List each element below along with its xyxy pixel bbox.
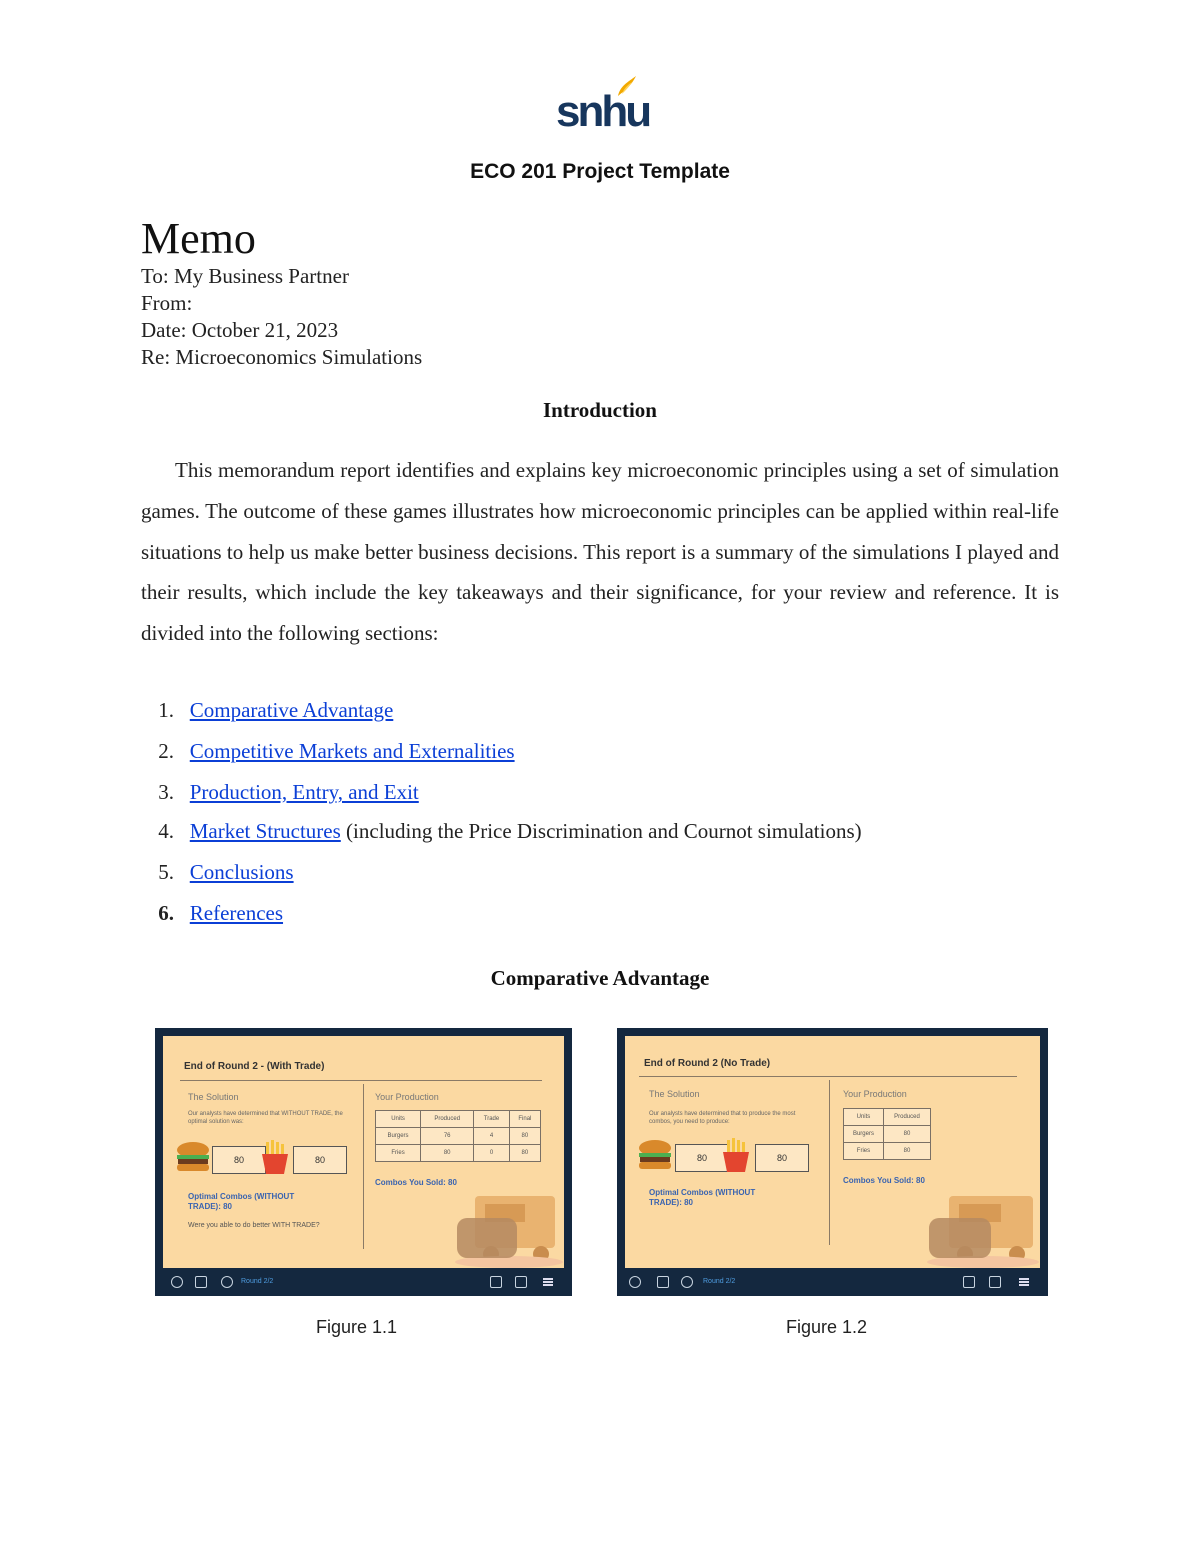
solution-label: The Solution (188, 1092, 239, 1102)
table-header-cell: Trade (474, 1111, 509, 1128)
figure-caption: Figure 1.1 (316, 1317, 398, 1337)
swap-icon[interactable] (989, 1276, 1001, 1288)
burger-icon (637, 1140, 673, 1172)
combos-sold: Combos You Sold: 80 (843, 1176, 925, 1185)
figure-1-1-screenshot (155, 1028, 572, 1296)
table-cell: 80 (509, 1145, 540, 1162)
divider (180, 1080, 542, 1081)
round-title: End of Round 2 - (With Trade) (184, 1061, 325, 1072)
snhu-logo (556, 74, 650, 136)
fries-icon (719, 1138, 753, 1174)
table-row (844, 1126, 931, 1143)
solution-text: Our analysts have determined that to produce the most combos, you need to produce: (649, 1111, 796, 1125)
link-references[interactable]: References (189, 901, 284, 925)
table-header-cell: Final (509, 1111, 540, 1128)
list-item (104, 817, 862, 845)
people-icon[interactable] (963, 1276, 975, 1288)
optimal-combos: Optimal Combos (WITHOUT TRADE): 80 (188, 1192, 295, 1211)
divider (829, 1080, 830, 1245)
list-item (104, 899, 283, 927)
round-indicator: Round 2/2 (241, 1278, 274, 1285)
food-truck-illustration (455, 1188, 563, 1268)
list-item (104, 858, 294, 886)
round-title: End of Round 2 (No Trade) (644, 1058, 771, 1069)
home-icon[interactable] (171, 1276, 183, 1288)
link-market-structures[interactable]: Market Structures (189, 819, 341, 843)
fries-count: 80 (293, 1146, 347, 1174)
table-cell: Fries (376, 1145, 421, 1162)
table-cell: 80 (883, 1143, 930, 1160)
burger-count: 80 (675, 1144, 729, 1172)
figure-1-2-screenshot (617, 1028, 1048, 1296)
list-item-note: (including the Price Discrimination and Cournot simulations) (340, 819, 862, 843)
production-label: Your Production (843, 1089, 907, 1099)
comparative-advantage-heading: Comparative Advantage (490, 966, 710, 990)
table-header-cell: Produced (883, 1109, 930, 1126)
list-number: 6. (158, 901, 174, 925)
solution-label: The Solution (649, 1089, 700, 1099)
memo-heading: Memo (141, 214, 256, 263)
list-item (104, 778, 419, 806)
link-conclusions[interactable]: Conclusions (189, 860, 294, 884)
list-number: 3. (158, 780, 174, 804)
list-number: 5. (158, 860, 174, 884)
divider (363, 1084, 364, 1249)
table-header-row (376, 1111, 541, 1128)
document-title: ECO 201 Project Template (470, 160, 730, 183)
list-item (104, 696, 393, 724)
fries-count: 80 (755, 1144, 809, 1172)
table-cell: 80 (509, 1128, 540, 1145)
swap-icon[interactable] (515, 1276, 527, 1288)
table-header-cell: Units (376, 1111, 421, 1128)
production-table (375, 1110, 541, 1162)
table-header-row (844, 1109, 931, 1126)
link-competitive-markets[interactable]: Competitive Markets and Externalities (189, 739, 515, 763)
table-cell: Burgers (844, 1126, 884, 1143)
round-indicator: Round 2/2 (703, 1278, 736, 1285)
solution-text: Our analysts have determined that WITHOUT TRADE, the optimal solution was: (188, 1111, 343, 1125)
table-header-cell: Units (844, 1109, 884, 1126)
memo-to: To: My Business Partner (141, 264, 349, 288)
menu-icon[interactable] (543, 1278, 553, 1280)
fries-icon (258, 1140, 292, 1176)
table-cell: 4 (474, 1128, 509, 1145)
table-row (844, 1143, 931, 1160)
table-cell: 0 (474, 1145, 509, 1162)
figure-caption: Figure 1.2 (786, 1317, 868, 1337)
refresh-icon[interactable] (221, 1276, 233, 1288)
table-header-cell: Produced (421, 1111, 474, 1128)
optimal-combos: Optimal Combos (WITHOUT TRADE): 80 (649, 1188, 756, 1207)
table-cell: 80 (883, 1126, 930, 1143)
table-cell: Fries (844, 1143, 884, 1160)
table-row (376, 1145, 541, 1162)
table-cell: 80 (421, 1145, 474, 1162)
logo-text: snhu (556, 87, 650, 136)
divider (639, 1076, 1017, 1077)
list-number: 1. (158, 698, 174, 722)
production-table (843, 1108, 931, 1160)
table-cell: 76 (421, 1128, 474, 1145)
game-toolbar (617, 1268, 1048, 1296)
trade-question: Were you able to do better WITH TRADE? (188, 1222, 320, 1229)
link-comparative-advantage[interactable]: Comparative Advantage (189, 698, 394, 722)
burger-icon (175, 1142, 211, 1174)
introduction-heading: Introduction (543, 398, 657, 422)
link-production-entry-exit[interactable]: Production, Entry, and Exit (189, 780, 419, 804)
memo-re: Re: Microeconomics Simulations (141, 345, 423, 369)
refresh-icon[interactable] (681, 1276, 693, 1288)
notes-icon[interactable] (195, 1276, 207, 1288)
table-row (376, 1128, 541, 1145)
burger-count: 80 (212, 1146, 266, 1174)
introduction-paragraph: This memorandum report identifies and explains key microeconomic principles using a set of simulation games. The outcome of these games illustrates how microeconomic principles can be applied within real-life situations to help us make better business decisions. This report is a summary of the simulations I played and their results, which include the key takeaways and their significance, for your review and reference. It is divided into the following sections: (141, 458, 1059, 646)
production-label: Your Production (375, 1092, 439, 1102)
table-cell: Burgers (376, 1128, 421, 1145)
people-icon[interactable] (490, 1276, 502, 1288)
notes-icon[interactable] (657, 1276, 669, 1288)
memo-from: From: (141, 291, 193, 315)
food-truck-illustration (927, 1188, 1039, 1268)
list-item (104, 737, 515, 765)
home-icon[interactable] (629, 1276, 641, 1288)
menu-icon[interactable] (1019, 1278, 1029, 1280)
combos-sold: Combos You Sold: 80 (375, 1178, 457, 1187)
game-toolbar (155, 1268, 572, 1296)
memo-date: Date: October 21, 2023 (141, 318, 339, 342)
list-number: 2. (158, 739, 174, 763)
list-number: 4. (158, 819, 174, 843)
